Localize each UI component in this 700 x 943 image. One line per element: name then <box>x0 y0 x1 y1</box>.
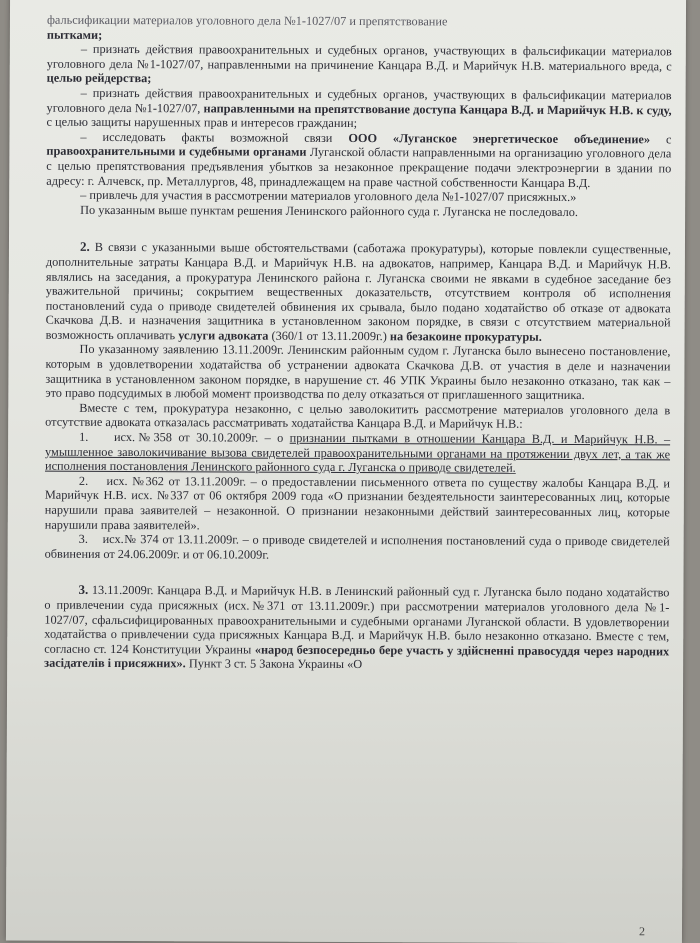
petition-item-2: 2. исх. №362 от 13.11.2009г. – о предоставлении письменного ответа по существу жалобы Канцара В.Д. и Марийчук Н.В. исх. №337 от 06 октября 2009 года «О признании бездеятельности заинтересованных лиц, которые нарушили права заявителей – незаконной. О признании незаконными действий заинтересованных лиц, которые нарушили права заявителей». <box>44 473 670 532</box>
petition-item-3: 3. исх.№ 374 от 13.11.2009г. – о приводе свидетелей и исполнения постановлений суда о приводе свидетелей обвинения от 24.06.2009г. и от 06.10.2009г. <box>44 532 670 562</box>
document-sheet <box>6 0 686 943</box>
page-number: 2 <box>638 924 646 939</box>
top-fragment: фальсификации материалов уголовного дела №1-1027/07 и препятствование пытками; <box>46 12 448 42</box>
section-2-paragraph-1: 2. В связи с указанными выше обстоятельствами (саботажа прокуратуры), которые повлекли существенные, дополнительные затраты Канцара В.Д. и Марийчук Н.В. на адвокатов, например, Канцара В.Д. и Марийчук Н.В. являлись на заседания, а прокуратура Ленинского района г. Луганска своими не явками в судебное заседание без уважительной причины; сокрытием вещественных доказательств, отсутствием контроля об исполнения постановлений суда о приводе свидетелей обвинения их срывала, было подано ходатайство об отказе от адвоката Скачкова Д.В. и назначения защитника в установленном законом порядке, в связи с отсутствием материальной возможность оплачивать услуги адвоката (360/1 от 13.11.2009г.) на безакоине прокуратуры. <box>45 239 671 344</box>
bullet-court-access: – признать действия правоохранительных и судебных органов, участвующих в фальсификации материалов уголовного дела №1-1027/07, направленными на препятствование доступа Канцара В.Д. и Марийчук Н.В. к суду, с целью защиты нарушенных прав и интересов гражданин; <box>46 85 672 131</box>
petition-item-1: 1. исх.№358 от 30.10.2009г. – о признании пытками в отношении Канцара В.Д. и Марийчук Н.В. – умышленное заволокичивание вызова свидетелей правоохранительными органами на протяжении двух лет, а так же исполнения постановления Ленинского районного суда г. Луганска о приводе свидетелей. <box>44 429 671 475</box>
section-3-paragraph: 3. 13.11.2009г. Канцара В.Д. и Марийчук Н.В. в Ленинский районный суд г. Луганска было подано ходатайство о привлечении суда присяжных (исх.№371 от 13.11.2009г.) при рассмотрении материалов уголовного дела №1-1027/07, сфальсифицированных правоохранительными и судебными органами Луганской области. В удовлетворении ходатайства о привлечении суда присяжных Канцара В.Д. и Марийчук Н.В. было незаконно отказано. Вместе с тем, согласно ст. 124 Конституции Украины «народ безпосередньо бере участь у здійсненні правосуддя через народних засідателів і присяжних». Пункт 3 ст. 5 Закона Украины «О <box>44 582 670 672</box>
bullet-raiding: – признать действия правоохранительных и судебных органов, участвующих в фальсификации материалов уголовного дела №1-1027/07, направленными на причинение Канцара В.Д. и Марийчук Н.В. материального вреда, с целью рейдерства; <box>46 42 672 86</box>
section-2-paragraph-2: По указанному заявлению 13.11.2009г. Ленинским районным судом г. Луганска было вынесено постановление, которым в удовлетворении ходатайства об устранении адвоката Скачкова Д.В. от участия в деле и назначении защитника в установленном законом порядке, в нарушение ст. 46 УПК Украины было незаконно отказано, так как – это право подсудимых в любой момент производства по делу отказаться от приглашенного защитника. <box>45 342 671 403</box>
document-page <box>44 13 672 674</box>
section-3-number: 3. <box>78 582 89 598</box>
intro-closing: По указанным выше пунктам решения Ленинского районного суда г. Луганска не последовало. <box>80 202 578 219</box>
section-2-number: 2. <box>79 239 90 255</box>
bullet-jury: – привлечь для участия в рассмотрении материалов уголовного дела №1-1027/07 присяжных.» <box>80 187 577 205</box>
section-2-paragraph-3: Вместе с тем, прокуратура незаконно, с целью заволокитить рассмотрение материалов уголовного дела в отсутствие адвоката отказалась рассматривать ходатайства Канцара В.Д. и Марийчук Н.В.: <box>45 400 671 432</box>
bullet-energy-company: – исследовать факты возможной связи ООО «Луганское энергетическое объединение» с правоохранительными и судебными органами Луганской области направленными на организацию уголовного дела с целью препятствования предъявления убытков за незаконное прекращение подачи электроэнергии в здании по адресу: г. Алчевск, пр. Металлургов, 48, принадлежащем на праве частной собственности Канцара В.Д. <box>46 129 672 190</box>
